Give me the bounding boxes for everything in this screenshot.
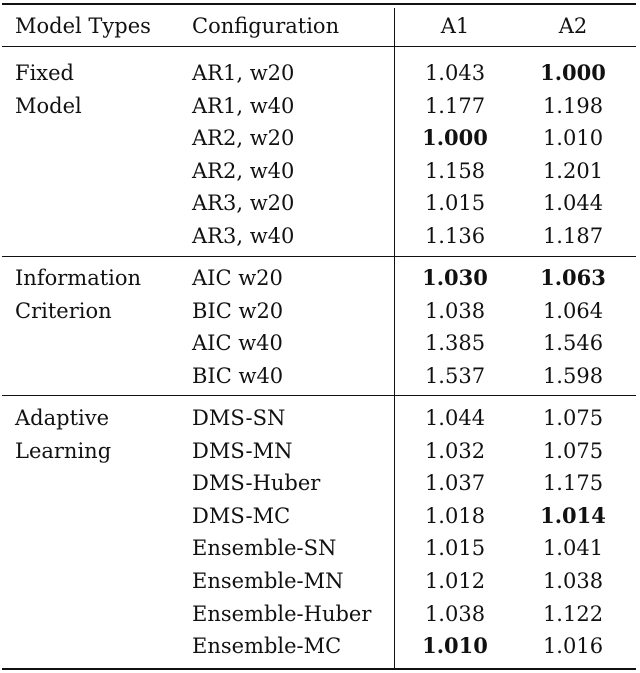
a2-value: 1.038 bbox=[542, 569, 604, 593]
a1-value: 1.015 bbox=[424, 536, 486, 561]
header-model-types: Model Types bbox=[15, 14, 151, 38]
configuration-cell: AR3, w20 bbox=[192, 191, 295, 216]
configuration-cell: DMS-Huber bbox=[192, 471, 321, 496]
header-a2: A2 bbox=[558, 14, 588, 38]
header-configuration: Configuration bbox=[192, 14, 340, 38]
a2-value: 1.598 bbox=[542, 363, 604, 388]
configuration-cell: AIC w20 bbox=[192, 266, 283, 290]
a2-value: 1.075 bbox=[542, 438, 604, 463]
model-type-label: Model bbox=[15, 93, 82, 118]
a2-value: 1.016 bbox=[542, 634, 604, 659]
a1-value: 1.037 bbox=[424, 471, 486, 496]
a1-value: 1.000 bbox=[422, 125, 488, 151]
configuration-cell: BIC w20 bbox=[192, 298, 284, 323]
a1-value: 1.038 bbox=[424, 298, 486, 323]
configuration-cell: DMS-MC bbox=[192, 503, 291, 528]
bottom-rule bbox=[2, 668, 636, 670]
a2-value: 1.041 bbox=[542, 536, 604, 561]
model-type-label: Fixed bbox=[15, 61, 75, 85]
configuration-cell: AIC w40 bbox=[192, 331, 283, 356]
model-type-label: Learning bbox=[15, 438, 112, 463]
a2-value: 1.014 bbox=[540, 502, 606, 528]
a1-value: 1.010 bbox=[422, 633, 488, 659]
a1-value: 1.018 bbox=[424, 503, 486, 528]
configuration-cell: DMS-MN bbox=[192, 438, 293, 463]
a2-value: 1.064 bbox=[542, 298, 604, 323]
a2-value: 1.000 bbox=[540, 60, 606, 85]
a1-value: 1.030 bbox=[422, 265, 488, 290]
header-rule bbox=[2, 46, 636, 47]
column-divider bbox=[394, 8, 395, 669]
a1-value: 1.032 bbox=[424, 438, 486, 463]
model-type-label: Adaptive bbox=[15, 406, 110, 430]
configuration-cell: AR2, w20 bbox=[192, 126, 295, 151]
a1-value: 1.044 bbox=[424, 406, 486, 430]
configuration-cell: BIC w40 bbox=[192, 363, 284, 388]
a1-value: 1.015 bbox=[424, 191, 486, 216]
a2-value: 1.201 bbox=[542, 158, 604, 183]
a2-value: 1.198 bbox=[542, 93, 604, 118]
configuration-cell: Ensemble-SN bbox=[192, 536, 337, 561]
configuration-cell: AR1, w20 bbox=[192, 61, 295, 85]
a1-value: 1.158 bbox=[424, 158, 486, 183]
configuration-cell: Ensemble-MN bbox=[192, 569, 344, 593]
a2-value: 1.044 bbox=[542, 191, 604, 216]
a1-value: 1.043 bbox=[424, 61, 486, 85]
a1-value: 1.038 bbox=[424, 601, 486, 626]
group-rule bbox=[2, 256, 636, 257]
configuration-cell: AR1, w40 bbox=[192, 93, 295, 118]
model-type-label: Criterion bbox=[15, 298, 112, 323]
group-rule bbox=[2, 395, 636, 396]
a2-value: 1.187 bbox=[542, 224, 604, 248]
a1-value: 1.537 bbox=[424, 363, 486, 388]
a2-value: 1.010 bbox=[542, 126, 604, 151]
a2-value: 1.546 bbox=[542, 331, 604, 356]
a2-value: 1.122 bbox=[542, 601, 604, 626]
top-rule bbox=[2, 3, 636, 5]
configuration-cell: AR2, w40 bbox=[192, 158, 295, 183]
header-a1: A1 bbox=[440, 14, 470, 38]
model-type-label: Information bbox=[15, 266, 142, 290]
a1-value: 1.177 bbox=[424, 93, 486, 118]
configuration-cell: DMS-SN bbox=[192, 406, 286, 430]
configuration-cell: Ensemble-MC bbox=[192, 634, 342, 659]
a2-value: 1.075 bbox=[542, 406, 604, 430]
a1-value: 1.136 bbox=[424, 224, 486, 248]
a1-value: 1.385 bbox=[424, 331, 486, 356]
a2-value: 1.175 bbox=[542, 471, 604, 496]
a1-value: 1.012 bbox=[424, 569, 486, 593]
configuration-cell: Ensemble-Huber bbox=[192, 601, 372, 626]
configuration-cell: AR3, w40 bbox=[192, 224, 295, 248]
a2-value: 1.063 bbox=[540, 265, 606, 290]
